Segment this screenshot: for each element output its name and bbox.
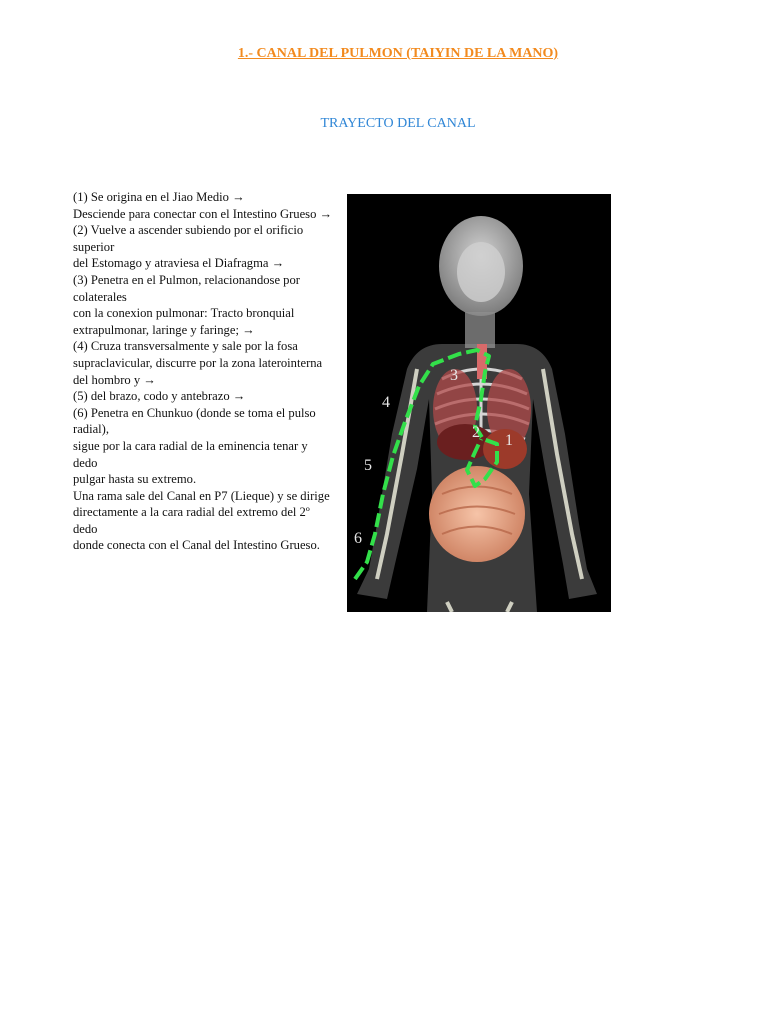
text-line: del hombro y → xyxy=(73,372,156,387)
label-1: 1 xyxy=(505,432,513,449)
text-line: donde conecta con el Canal del Intestino Grueso. xyxy=(73,538,320,553)
text-line: del Estomago y atraviesa el Diafragma → xyxy=(73,256,285,271)
label-5: 5 xyxy=(364,457,372,474)
label-4: 4 xyxy=(382,394,390,411)
text-line: supraclavicular, discurre por la zona laterointerna xyxy=(73,355,323,370)
text-line: extrapulmonar, laringe y faringe; → xyxy=(73,322,255,337)
text-line: pulgar hasta su extremo. xyxy=(73,472,197,487)
anatomy-figure xyxy=(347,194,611,612)
skull xyxy=(457,242,505,302)
text-line: (4) Cruza transversalmente y sale por la fosa xyxy=(73,339,298,354)
text-line: sigue por la cara radial de la eminencia tenar y dedo xyxy=(73,438,308,470)
anatomy-illustration xyxy=(347,194,611,612)
document-title: 1.- CANAL DEL PULMON (TAIYIN DE LA MANO) xyxy=(237,46,559,61)
label-2: 2 xyxy=(472,424,480,441)
text-line: (5) del brazo, codo y antebrazo → xyxy=(73,389,246,404)
neck xyxy=(465,312,495,348)
section-subtitle: TRAYECTO DEL CANAL xyxy=(320,116,476,131)
label-3: 3 xyxy=(450,367,458,384)
text-line: (6) Penetra en Chunkuo (donde se toma el pulso radial), xyxy=(73,405,316,437)
text-line: con la conexion pulmonar: Tracto bronquial xyxy=(73,306,295,321)
text-line: (2) Vuelve a ascender subiendo por el orificio superior xyxy=(73,223,304,254)
intestines xyxy=(429,466,525,562)
text-line: (3) Penetra en el Pulmon, relacionandose por colaterales xyxy=(73,272,300,304)
text-line: Una rama sale del Canal en P7 (Lieque) y se dirige xyxy=(73,488,330,503)
text-line: directamente a la cara radial del extremo del 2º dedo xyxy=(73,505,310,536)
canal-description xyxy=(73,189,335,554)
text-line: (1) Se origina en el Jiao Medio → xyxy=(73,190,245,204)
text-line: Desciende para conectar con el Intestino Grueso → xyxy=(73,206,333,221)
label-6: 6 xyxy=(354,530,362,547)
